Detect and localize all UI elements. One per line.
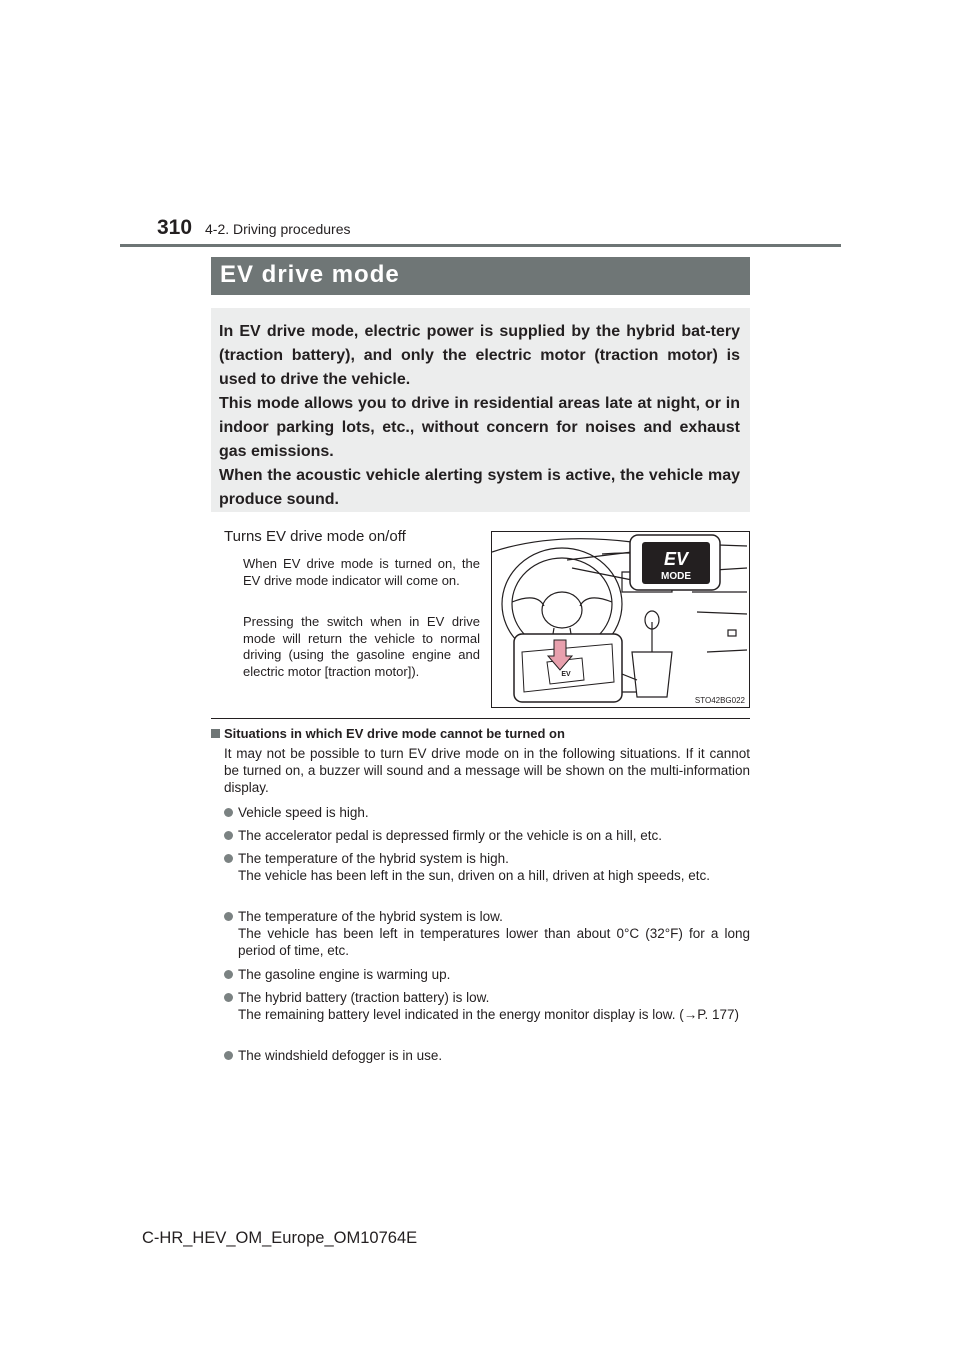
list-item-detail: The remaining battery level indicated in the energy monitor display is low. (→P. 177) xyxy=(238,1007,740,1022)
list-item-text: The hybrid battery (traction battery) is low. xyxy=(238,990,490,1005)
switch-description-2: Pressing the switch when in EV drive mode will return the vehicle to normal driving (using the gasoline engine and electric motor [traction motor]). xyxy=(243,614,480,679)
list-item-text: The windshield defogger is in use. xyxy=(238,1048,443,1063)
page-title: EV drive mode xyxy=(220,261,400,288)
switch-description-1: When EV drive mode is turned on, the EV drive mode indicator will come on. xyxy=(243,556,480,588)
situations-heading-text: Situations in which EV drive mode cannot be turned on xyxy=(224,726,565,741)
title-bar xyxy=(211,257,750,295)
list-item-text: The gasoline engine is warming up. xyxy=(238,967,451,982)
intro-paragraph-2: This mode allows you to drive in residential areas late at night, or in indoor parking lots, etc., without concern for noises and exhaust gas emissions. xyxy=(219,395,740,460)
situations-intro: It may not be possible to turn EV drive mode on in the following situations. If it cannot be turned on, a buzzer will sound and a message will be shown on the multi-information display. xyxy=(224,746,750,795)
bullet-dot-icon xyxy=(224,831,233,840)
ev-switch-label: EV xyxy=(561,671,571,678)
list-item-text: The temperature of the hybrid system is low. xyxy=(238,909,503,924)
list-item-text: The temperature of the hybrid system is high. xyxy=(238,851,509,866)
bullet-dot-icon xyxy=(224,854,233,863)
ev-button-label: EV xyxy=(663,549,689,569)
document-code: C-HR_HEV_OM_Europe_OM10764E xyxy=(142,1229,418,1247)
list-item xyxy=(224,850,750,884)
figure-code: STO42BG022 xyxy=(694,696,745,705)
dashboard-drawing xyxy=(492,532,749,707)
bullet-dot-icon xyxy=(224,970,233,979)
gear-console xyxy=(632,652,672,697)
list-item xyxy=(224,804,750,821)
bullet-dot-icon xyxy=(224,808,233,817)
switch-heading: Turns EV drive mode on/off xyxy=(224,528,406,545)
bullet-dot-icon xyxy=(224,912,233,921)
page-number: 310 xyxy=(157,216,193,239)
bullet-dot-icon xyxy=(224,993,233,1002)
situations-heading xyxy=(211,726,565,741)
square-bullet-icon xyxy=(211,729,220,738)
list-item xyxy=(224,1047,750,1064)
section-label: 4-2. Driving procedures xyxy=(205,221,351,237)
list-item-detail: The vehicle has been left in temperatures lower than about 0°C (32°F) for a long period of time, etc. xyxy=(238,926,750,958)
list-item xyxy=(224,966,750,983)
intro-paragraph-1: In EV drive mode, electric power is supplied by the hybrid bat-tery (traction battery), and only the electric motor (traction motor) is used to drive the vehicle. xyxy=(219,323,740,388)
intro-paragraph-3: When the acoustic vehicle alerting system is active, the vehicle may produce sound. xyxy=(219,467,740,508)
section-divider xyxy=(211,718,750,719)
header-rule xyxy=(120,244,841,247)
bullet-dot-icon xyxy=(224,1051,233,1060)
list-item-text: The accelerator pedal is depressed firmly or the vehicle is on a hill, etc. xyxy=(238,828,662,843)
mode-button-label: MODE xyxy=(661,571,691,582)
ev-mode-switch-illustration xyxy=(491,531,750,708)
list-item xyxy=(224,827,750,844)
list-item xyxy=(224,908,750,959)
list-item xyxy=(224,989,750,1023)
steering-hub xyxy=(542,592,582,628)
intro-box xyxy=(211,308,750,512)
list-item-text: Vehicle speed is high. xyxy=(238,805,369,820)
list-item-detail: The vehicle has been left in the sun, driven on a hill, driven at high speeds, etc. xyxy=(238,868,711,883)
